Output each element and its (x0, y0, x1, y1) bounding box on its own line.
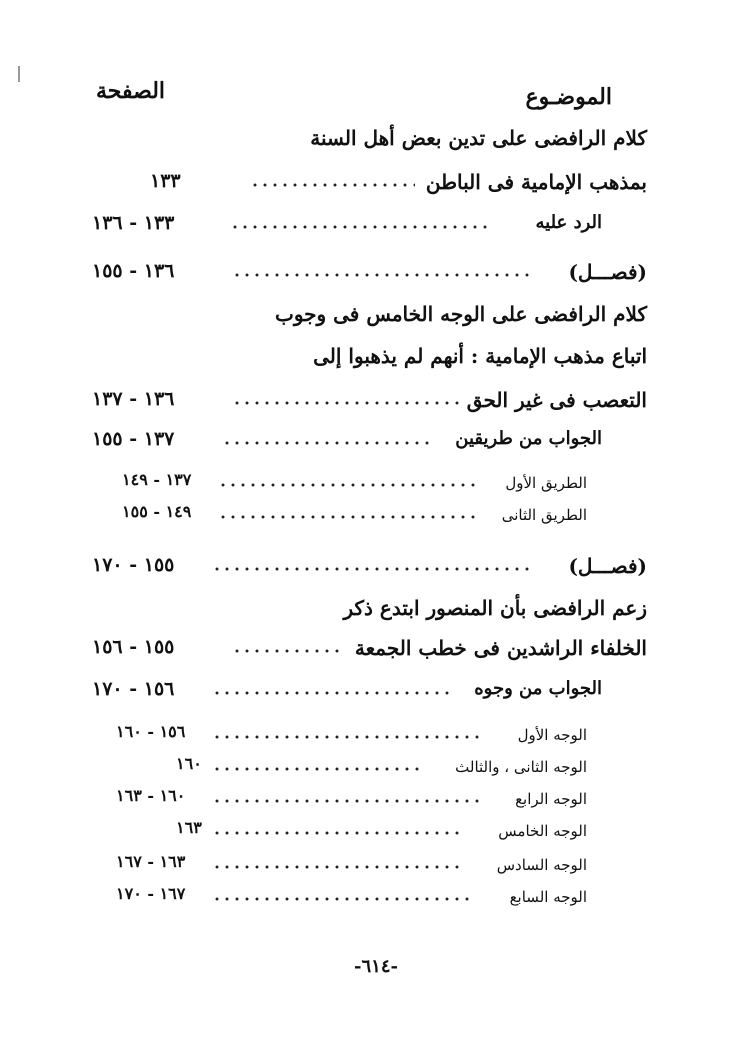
entry-title: الجواب من وجوه (474, 678, 602, 699)
page-column-header: الصفحة (96, 78, 166, 104)
dot-leader (212, 828, 464, 838)
toc-entry (0, 470, 752, 504)
entry-title: التعصب فى غير الحق (466, 388, 647, 412)
entry-pages: ١٦٠ - ١٦٣ (116, 786, 186, 805)
toc-entry (0, 636, 752, 670)
entry-title: الوجه السابع (509, 888, 587, 906)
entry-pages: ١٣٦ - ١٣٧ (92, 388, 175, 410)
toc-entry (0, 388, 752, 422)
toc-entry (0, 212, 752, 246)
entry-pages: ١٦٧ - ١٧٠ (116, 884, 186, 903)
toc-entry (0, 786, 752, 820)
toc-entry (0, 302, 752, 336)
entry-title: الوجه الثانى ، والثالث (455, 758, 587, 776)
dot-leader (212, 894, 474, 904)
margin-mark (18, 66, 20, 82)
entry-pages: ١٥٦ - ١٦٠ (116, 722, 186, 741)
dot-leader (212, 564, 532, 574)
toc-entry (0, 678, 752, 712)
entry-title: الوجه الرابع (515, 790, 587, 808)
dot-leader (218, 512, 480, 522)
dot-leader (212, 862, 464, 872)
entry-title: الطريق الثانى (501, 506, 587, 524)
entry-title: (فصـــل) (568, 554, 647, 578)
toc-entry (0, 596, 752, 630)
toc-entry (0, 722, 752, 756)
toc-entry (0, 884, 752, 918)
entry-title: الجواب من طريقين (455, 428, 602, 449)
entry-title: الوجه الخامس (498, 822, 587, 840)
entry-pages: ١٣٧ - ١٤٩ (122, 470, 192, 489)
dot-leader (232, 270, 532, 280)
entry-pages: ١٣٣ - ١٣٦ (92, 212, 175, 234)
toc-entry (0, 428, 752, 462)
entry-title: الخلفاء الراشدين فى خطب الجمعة (354, 636, 647, 660)
dot-leader (230, 222, 490, 232)
toc-entry (0, 554, 752, 588)
entry-pages: ١٥٥ - ١٥٦ (92, 636, 175, 658)
entry-pages: ١٥٦ - ١٧٠ (92, 678, 175, 700)
entry-pages: ١٣٣ (150, 170, 181, 192)
entry-pages: ١٦٠ (176, 754, 202, 773)
entry-title: زعم الرافضى بأن المنصور ابتدع ذكر (343, 596, 647, 620)
toc-entry (0, 126, 752, 160)
page-number: -٦١٤- (354, 956, 398, 977)
dot-leader (218, 480, 480, 490)
dot-leader (212, 732, 484, 742)
toc-entry (0, 754, 752, 788)
dot-leader (212, 688, 454, 698)
entry-title: (فصـــل) (568, 260, 647, 284)
entry-pages: ١٦٣ - ١٦٧ (116, 852, 186, 871)
entry-title: الوجه السادس (496, 856, 587, 874)
entry-title: الوجه الأول (517, 726, 587, 744)
toc-entry (0, 344, 752, 378)
dot-leader (250, 180, 415, 190)
entry-title: كلام الرافضى على تدين بعض أهل السنة (310, 126, 647, 150)
dot-leader (222, 438, 430, 448)
toc-entry (0, 818, 752, 852)
toc-entry (0, 502, 752, 536)
entry-title: اتباع مذهب الإمامية : أنهم لم يذهبوا إلى (313, 344, 647, 368)
toc-entry (0, 852, 752, 886)
entry-pages: ١٥٥ - ١٧٠ (92, 554, 175, 576)
entry-title: كلام الرافضى على الوجه الخامس فى وجوب (274, 302, 647, 326)
dot-leader (212, 764, 424, 774)
entry-title: الطريق الأول (505, 474, 587, 492)
entry-pages: ١٣٧ - ١٥٥ (92, 428, 175, 450)
toc-entry (0, 260, 752, 294)
dot-leader (232, 646, 344, 656)
topic-column-header: الموضـوع (525, 84, 612, 110)
dot-leader (212, 796, 484, 806)
entry-title: بمذهب الإمامية فى الباطن (425, 170, 647, 194)
toc-entry (0, 170, 752, 204)
entry-title: الرد عليه (535, 212, 602, 233)
entry-pages: ١٣٦ - ١٥٥ (92, 260, 175, 282)
entry-pages: ١٦٣ (176, 818, 202, 837)
dot-leader (232, 398, 464, 408)
entry-pages: ١٤٩ - ١٥٥ (122, 502, 192, 521)
